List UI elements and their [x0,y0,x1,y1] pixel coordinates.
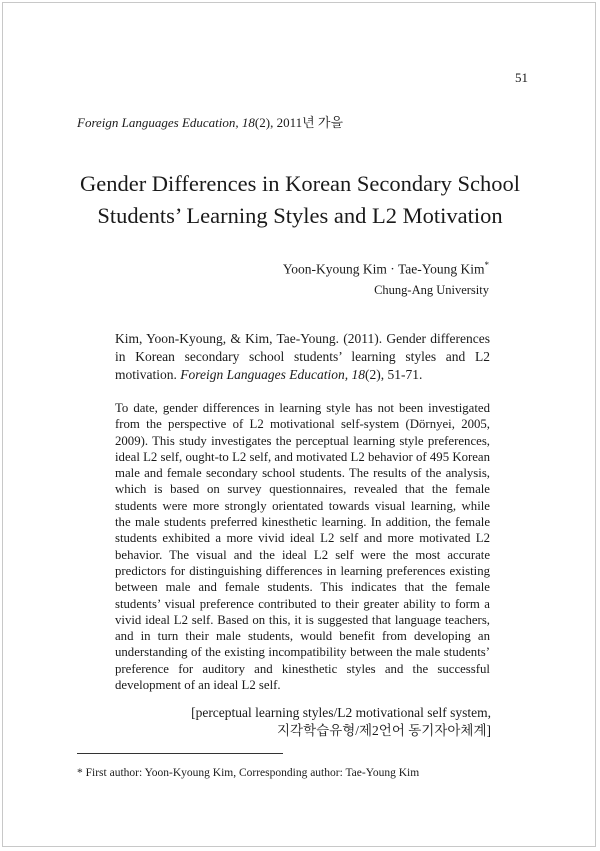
footnote: * First author: Yoon-Kyoung Kim, Corresponding author: Tae-Young Kim [77,767,420,779]
citation-pages: (2), 51-71. [365,367,423,382]
journal-volume: 18 [241,115,255,130]
corresponding-author-mark: * [484,260,489,270]
keywords-line-1: [perceptual learning styles/L2 motivational self system, [191,705,491,720]
citation-text: Kim, Yoon-Kyoung, & Kim, Tae-Young. (2011). Gender differences in Korean secondary school students’ learning styles and L2 motivation. [115,331,490,382]
title-line-1: Gender Differences in Korean Secondary School [79,171,521,196]
author-1: Yoon-Kyoung Kim [282,261,387,277]
author-2: Tae-Young Kim [397,261,485,277]
keywords [191,704,491,740]
author-separator: · [386,261,398,277]
journal-issue-year: (2), 2011년 가을 [254,115,344,130]
abstract: To date, gender differences in learning style has not been investigated from the perspective of L2 motivational self-system (Dörnyei, 2005, 2009). This study investigates the perceptual learning style preferences, ideal L2 self, ought-to L2 self, and motivated L2 behavior of 495 Korean male and female secondary school students. The results of the analysis, which is based on survey questionnaires, revealed that the female students were more strongly orientated towards visual learning, while the male students preferred kinesthetic learning. In addition, the female students exhibited a more vivid ideal L2 self and more motivated L2 behavior. The visual and the ideal L2 self were the most accurate predictors for distinguishing differences in learning preferences existing between male and female students. This indicates that the female students’ visual preference contributed to their greater ability to form a vivid ideal L2 self. Based on this, it is suggested that language teachers, and in turn their male students, would benefit from developing an understanding of the existing incompatibility between the male students’ preference for auditory and kinesthetic styles and the successful development of an ideal L2 self. [115,401,490,693]
article-title [40,168,560,232]
citation [115,330,490,384]
footnote-divider [77,753,283,754]
author-line [283,260,489,278]
keywords-line-2: 지각학습유형/제2언어 동기자아체계] [277,723,491,738]
title-line-2: Students’ Learning Styles and L2 Motivation [97,203,503,228]
affiliation: Chung-Ang University [374,283,489,297]
page-number: 51 [515,70,528,85]
journal-header [77,112,343,131]
citation-journal: Foreign Languages Education, 18 [180,367,365,382]
journal-name: Foreign Languages Education, [77,115,239,130]
